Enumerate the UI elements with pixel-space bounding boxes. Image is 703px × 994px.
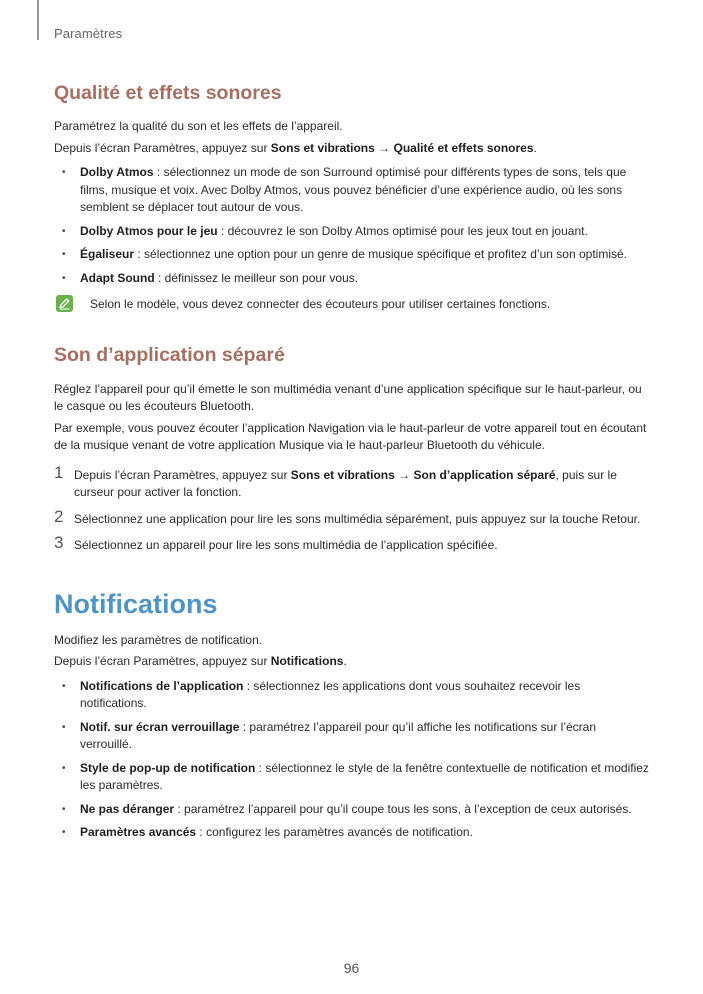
page-content: [54, 78, 649, 848]
list-item: • Égaliseur : sélectionnez une option pour un genre de musique spécifique et profitez d’un son optimisé.: [62, 247, 628, 261]
sound-quality-path: Depuis l’écran Paramètres, appuyez sur Sons et vibrations → Qualité et effets sonores.: [54, 140, 537, 155]
separate-app-sound-steps: [54, 462, 649, 555]
list-item: • Adapt Sound : définissez le meilleur son pour vous.: [62, 270, 359, 285]
list-item: • Dolby Atmos pour le jeu : découvrez le son Dolby Atmos optimisé pour les jeux tout en jouant.: [62, 223, 588, 238]
list-item: • Style de pop-up de notification : sélectionnez le style de la fenêtre contextuelle de notification et modifiez les paramètres.: [62, 760, 649, 792]
separate-app-sound-p2: Par exemple, vous pouvez écouter l’application Navigation via le haut-parleur de votre appareil tout en écoutant de la musique venant de votre application Musique via le haut-parleur Bluetooth du véhicule.: [54, 420, 647, 452]
header-title: Paramètres: [54, 26, 123, 41]
page-number: 96: [343, 960, 360, 976]
path-qualite-effets: Qualité et effets sonores: [393, 140, 534, 155]
step-item: 3 Sélectionnez un appareil pour lire les sons multimédia de l’application spécifiée.: [54, 533, 498, 552]
list-item: • Ne pas déranger : paramétrez l’appareil pour qu’il coupe tous les sons, à l’exception de ceux autorisés.: [62, 801, 632, 816]
pencil-note-icon: [56, 295, 73, 312]
list-item: • Notifications de l’application : sélectionnez les applications dont vous souhaitez recevoir les notifications.: [62, 678, 581, 710]
path-sons-vibrations: Sons et vibrations: [270, 140, 375, 155]
section-title-separate-app-sound: Son d’application séparé: [54, 343, 285, 366]
step-item: 2 Sélectionnez une application pour lire les sons multimédia séparément, puis appuyez sur la touche Retour.: [54, 506, 641, 526]
sound-quality-list: [54, 164, 649, 287]
list-item: • Paramètres avancés : configurez les paramètres avancés de notification.: [62, 825, 473, 839]
separate-app-sound-p1: Réglez l’appareil pour qu’il émette le son multimédia venant d’une application spécifique sur le haut-parleur, ou le casque ou les écouteurs Bluetooth.: [54, 381, 642, 413]
notifications-list: [54, 678, 649, 842]
list-item: • Dolby Atmos : sélectionnez un mode de son Surround optimisé pour différents types de sons, tels que films, musique et voix. Avec Dolby Atmos, vous pouvez bénéficier d’une expérience audio, où les sons semblent se déplacer tout autour de vous.: [62, 165, 627, 214]
path-notifications: Notifications: [270, 654, 344, 668]
section-title-sound-quality: Qualité et effets sonores: [54, 82, 282, 104]
sound-quality-intro: Paramétrez la qualité du son et les effets de l’appareil.: [54, 119, 343, 133]
note: Selon le modèle, vous devez connecter des écouteurs pour utiliser certaines fonctions.: [54, 296, 649, 314]
notifications-intro: Modifiez les paramètres de notification.: [54, 632, 263, 647]
chapter-title-notifications: Notifications: [54, 588, 218, 619]
step-item: 1 Depuis l’écran Paramètres, appuyez sur Sons et vibrations → Son d’application séparé, puis sur le curseur pour activer la fonction.: [54, 462, 617, 499]
list-item: • Notif. sur écran verrouillage : paramétrez l’appareil pour qu’il affiche les notifications sur l’écran verrouillé.: [62, 719, 597, 751]
header-rule: [37, 0, 39, 40]
notifications-path: Depuis l’écran Paramètres, appuyez sur Notifications.: [54, 654, 347, 668]
